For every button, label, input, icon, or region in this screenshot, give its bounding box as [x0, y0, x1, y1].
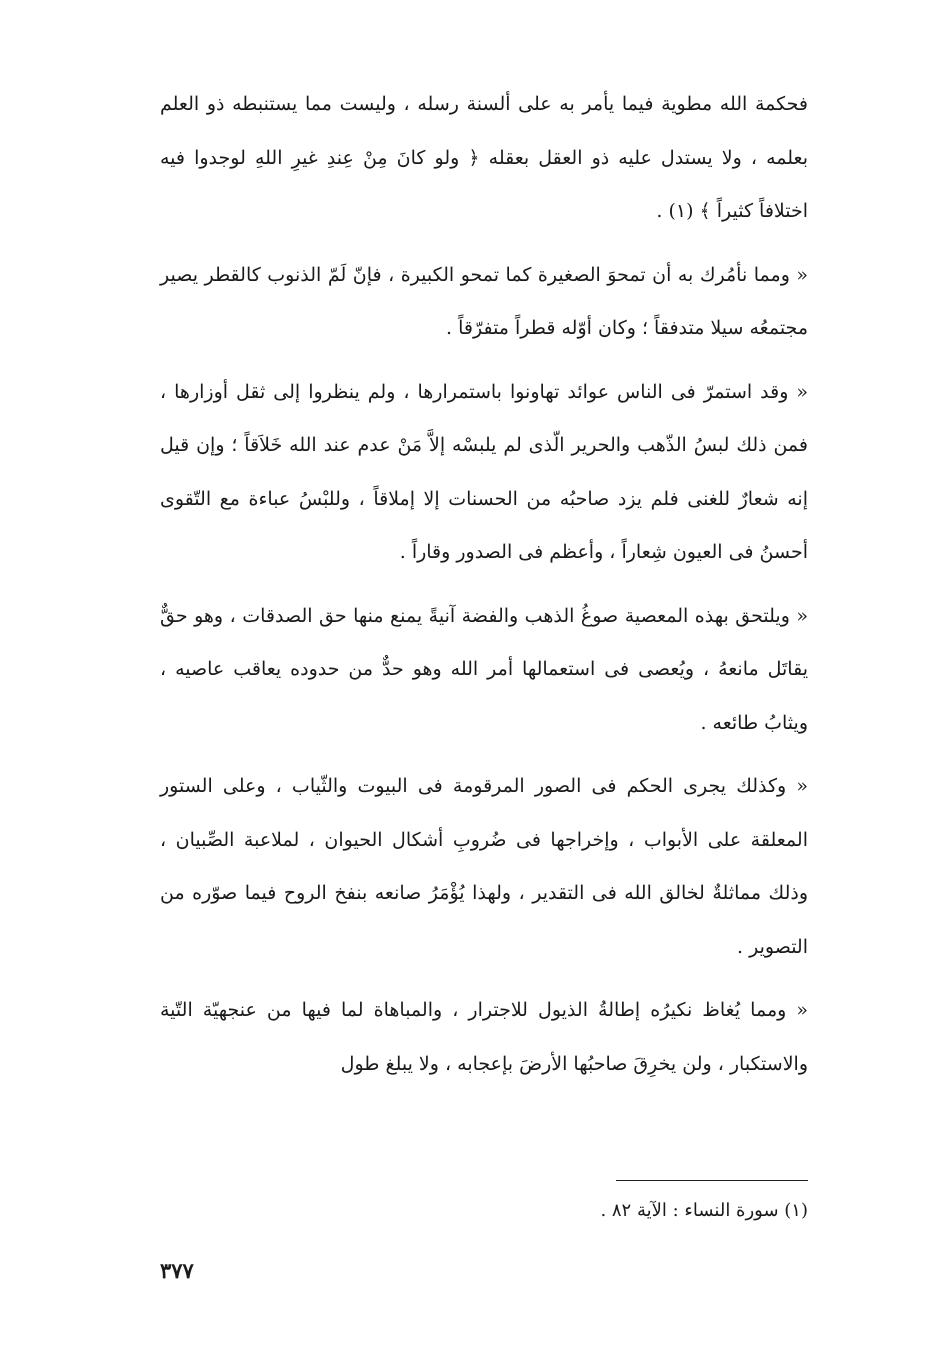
page-number: ٣٧٧	[160, 1258, 194, 1283]
paragraph-2: « ومما نأمُرك به أن تمحوَ الصغيرة كما تمحو الكبيرة ، فإنّ لَمّ الذنوب كالقطر يصير مجتمعُه سيلا متدفقاً ؛ وكان أوّله قطراً متفرّقاً .	[160, 263, 808, 339]
paragraph-4: « ويلتحق بهذه المعصية صوغُ الذهب والفضة آنيةً يمنع منها حق الصدقات ، وهو حقٌّ يقاتَل مانعهُ ، ويُعصى فى استعمالها أمر الله وهو حدٌّ من حدوده يعاقب عاصيه ، ويثابُ طائعه .	[160, 604, 808, 734]
paragraph-5: « وكذلك يجرى الحكم فى الصور المرقومة فى البيوت والثّياب ، وعلى الستور المعلقة على الأبواب ، وإخراجها فى ضُروبِ أشكال الحيوان ، لملاعبة الصِّبيان ، وذلك مماثلةٌ لخالق الله فى التقدير ، ولهذا يُؤْمَرُ صانعه بنفخ الروح فيما صوّره من التصوير .	[160, 775, 808, 958]
footnote: (١) سورة النساء : الآية ٨٢ .	[600, 1200, 808, 1221]
paragraph-6: « ومما يُغاظ نكيرُه إطالةُ الذيول للاجترار ، والمباهاة لما فيها من عنجهيّة التّية والاستكبار ، ولن يخرِقَ صاحبُها الأرضَ بإعجابه ، ولا يبلغ طول	[160, 999, 808, 1075]
paragraph-1: فحكمة الله مطوية فيما يأمر به على ألسنة رسله ، وليست مما يستنبطه ذو العلم بعلمه ، ولا يستدل عليه ذو العقل بعقله ﴿ ولو كانَ مِنْ عِندِ غيرِ اللهِ لوجدوا فيه اختلافاً كثيراً ﴾ (١) .	[160, 93, 808, 222]
footnote-divider	[616, 1180, 808, 1181]
paragraph-3: « وقد استمرّ فى الناس عوائد تهاونوا باستمرارها ، ولم ينظروا إلى ثقل أوزارها ، فمن ذلك لبسُ الذّهب والحرير الّذى لم يلبسْه إلاَّ مَنْ عدم عند الله خَلاَقاً ؛ وإن قيل إنه شعارٌ للغنى فلم يزد صاحبُه من الحسنات إلا إملاقاً ، وللبْسُ عباءة مع التّقوى أحسنُ فى العيون شِعاراً ، وأعظم فى الصدور وقاراً .	[160, 380, 808, 563]
page-body	[160, 78, 808, 1091]
